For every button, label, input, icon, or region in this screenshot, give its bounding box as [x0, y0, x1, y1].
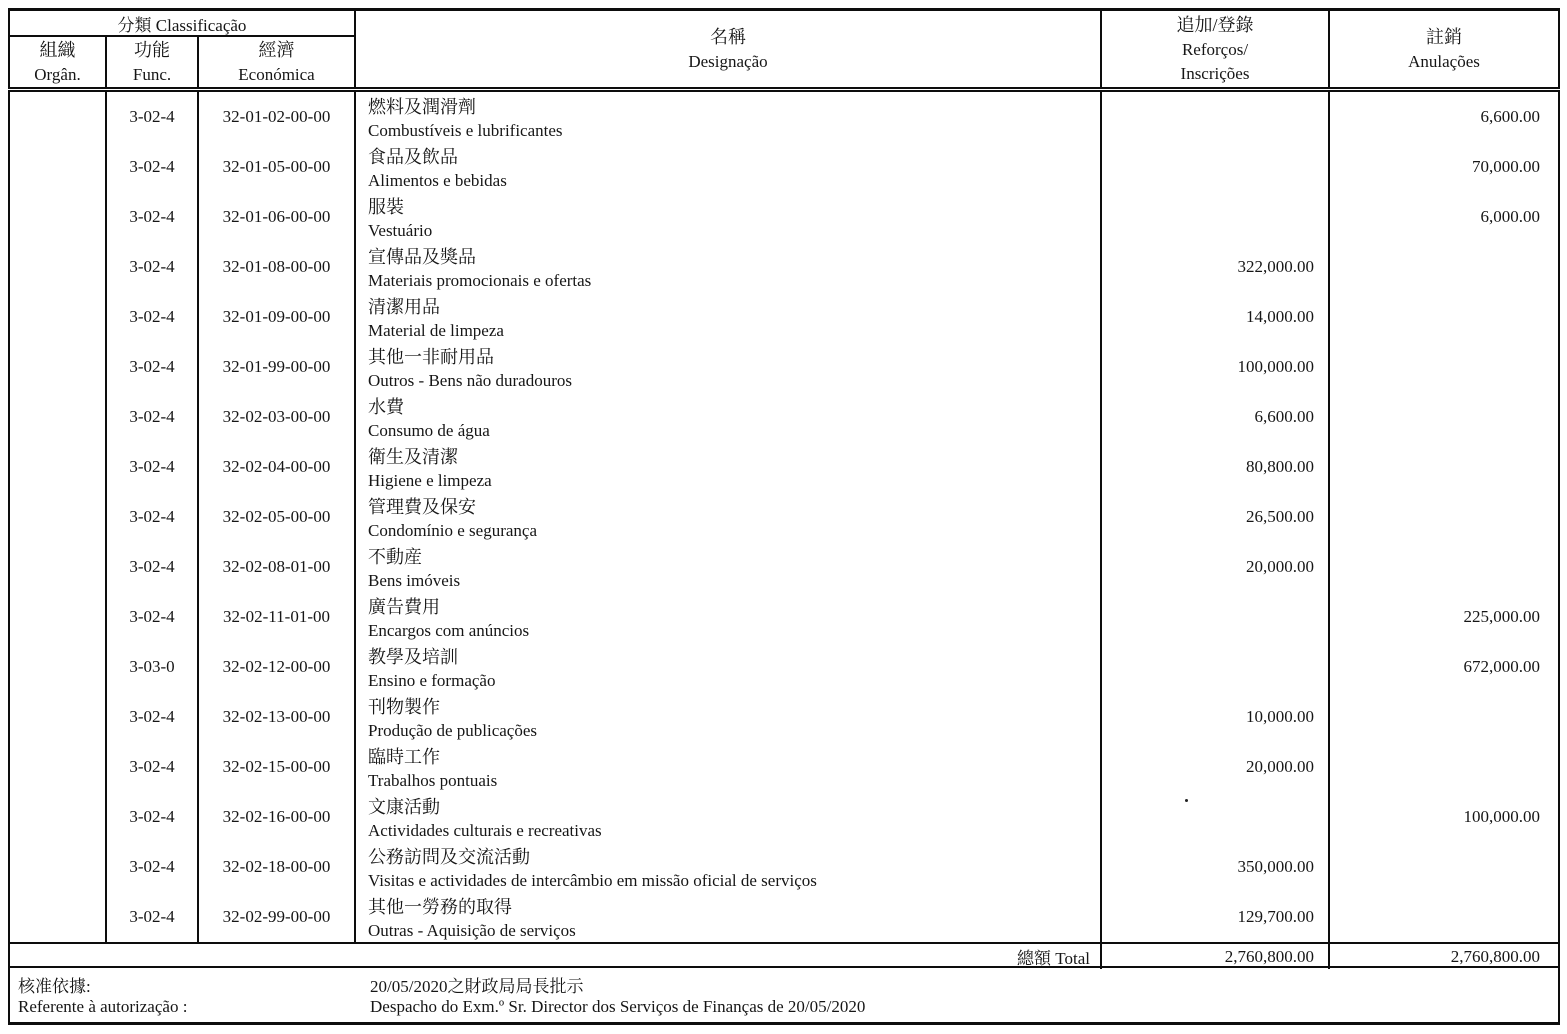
designation-cell [356, 192, 1102, 242]
reinforcement-amount: 100,000.00 [1102, 342, 1330, 392]
reinforcement-amount: 20,000.00 [1102, 542, 1330, 592]
cancellation-amount [1330, 242, 1560, 292]
designation-zh: 臨時工作 [368, 747, 440, 767]
functional-code-cell: 3-02-4 [107, 842, 199, 892]
organic-code-cell [8, 142, 107, 192]
functional-code-cell: 3-02-4 [107, 892, 199, 942]
designation-pt: Encargos com anúncios [368, 621, 530, 640]
functional-code-cell: 3-02-4 [107, 192, 199, 242]
designation-cell [356, 142, 1102, 192]
economic-code-cell: 32-01-08-00-00 [199, 242, 356, 292]
table-row [8, 192, 1560, 242]
designation-zh: 廣告費用 [368, 597, 440, 617]
designation-zh: 宣傳品及獎品 [368, 247, 476, 267]
authorization-value-zh: 20/05/2020之財政局局長批示 [370, 977, 584, 996]
designation-pt: Ensino e formação [368, 671, 496, 690]
organic-code-cell [8, 892, 107, 942]
designation-pt: Material de limpeza [368, 321, 504, 340]
cancellation-amount [1330, 342, 1560, 392]
table-row [8, 342, 1560, 392]
header-designation-pt: Designação [688, 51, 768, 71]
organic-code-cell [8, 792, 107, 842]
organic-code-cell [8, 742, 107, 792]
designation-zh: 教學及培訓 [368, 647, 458, 667]
header-functional-pt: Func. [132, 64, 172, 84]
header-cancellations [1330, 11, 1560, 87]
organic-code-cell [8, 92, 107, 142]
functional-code-cell: 3-02-4 [107, 242, 199, 292]
header-organic-pt: Orgân. [34, 64, 81, 84]
authorization-label-pt: Referente à autorização : [18, 997, 188, 1016]
reinforcement-amount [1102, 592, 1330, 642]
designation-zh: 水費 [368, 397, 404, 417]
economic-code-cell: 32-01-09-00-00 [199, 292, 356, 342]
header-classification: 分類 Classificação [8, 11, 356, 37]
table-row [8, 742, 1560, 792]
table-row [8, 142, 1560, 192]
table-row [8, 592, 1560, 642]
designation-cell [356, 492, 1102, 542]
organic-code-cell [8, 342, 107, 392]
reinforcement-amount: 14,000.00 [1102, 292, 1330, 342]
economic-code-cell: 32-02-18-00-00 [199, 842, 356, 892]
cancellation-amount [1330, 542, 1560, 592]
economic-code-cell: 32-01-06-00-00 [199, 192, 356, 242]
table-header [8, 8, 1560, 92]
reinforcement-amount: 322,000.00 [1102, 242, 1330, 292]
reinforcement-amount [1102, 142, 1330, 192]
organic-code-cell [8, 392, 107, 442]
header-economic-zh: 經濟 [258, 39, 295, 60]
total-label: 總額 Total [8, 944, 1102, 969]
header-reinforcements-pt2: Inscrições [1180, 63, 1250, 83]
designation-pt: Condomínio e segurança [368, 521, 538, 540]
economic-code-cell: 32-01-02-00-00 [199, 92, 356, 142]
designation-cell [356, 642, 1102, 692]
header-economic [199, 37, 356, 87]
designation-cell [356, 242, 1102, 292]
table-row [8, 892, 1560, 942]
table-row [8, 292, 1560, 342]
authorization-footer [8, 968, 1560, 1025]
designation-pt: Higiene e limpeza [368, 471, 492, 490]
reinforcement-amount: 20,000.00 [1102, 742, 1330, 792]
header-designation [356, 11, 1102, 87]
organic-code-cell [8, 642, 107, 692]
designation-zh: 清潔用品 [368, 297, 440, 317]
reinforcement-amount [1102, 642, 1330, 692]
designation-cell [356, 592, 1102, 642]
reinforcement-amount: 6,600.00 [1102, 392, 1330, 442]
designation-cell [356, 892, 1102, 942]
designation-zh: 其他一勞務的取得 [368, 897, 512, 917]
header-cancellations-zh: 註銷 [1426, 26, 1462, 47]
functional-code-cell: 3-02-4 [107, 442, 199, 492]
designation-zh: 服裝 [368, 197, 404, 217]
economic-code-cell: 32-02-05-00-00 [199, 492, 356, 542]
header-economic-pt: Económica [238, 64, 315, 84]
cancellation-amount [1330, 492, 1560, 542]
reinforcement-amount: 350,000.00 [1102, 842, 1330, 892]
designation-pt: Vestuário [368, 221, 433, 240]
designation-cell [356, 92, 1102, 142]
reinforcement-amount: 129,700.00 [1102, 892, 1330, 942]
header-organic [8, 37, 107, 87]
functional-code-cell: 3-02-4 [107, 342, 199, 392]
organic-code-cell [8, 692, 107, 742]
cancellation-amount: 672,000.00 [1330, 642, 1560, 692]
economic-code-cell: 32-02-99-00-00 [199, 892, 356, 942]
reinforcement-amount: 10,000.00 [1102, 692, 1330, 742]
organic-code-cell [8, 542, 107, 592]
designation-pt: Produção de publicações [368, 721, 537, 740]
reinforcement-amount [1102, 192, 1330, 242]
designation-zh: 衛生及清潔 [368, 447, 458, 467]
cancellation-amount [1330, 442, 1560, 492]
header-functional-zh: 功能 [134, 39, 170, 60]
organic-code-cell [8, 592, 107, 642]
organic-code-cell [8, 292, 107, 342]
functional-code-cell: 3-02-4 [107, 792, 199, 842]
designation-pt: Outras - Aquisição de serviços [368, 921, 576, 940]
reinforcement-amount [1102, 92, 1330, 142]
authorization-label-zh: 核准依據: [18, 977, 91, 996]
table-row [8, 842, 1560, 892]
economic-code-cell: 32-02-16-00-00 [199, 792, 356, 842]
functional-code-cell: 3-02-4 [107, 592, 199, 642]
functional-code-cell: 3-02-4 [107, 742, 199, 792]
functional-code-cell: 3-02-4 [107, 492, 199, 542]
authorization-value-pt: Despacho do Exm.º Sr. Director dos Serviços de Finanças de 20/05/2020 [370, 997, 866, 1016]
organic-code-cell [8, 842, 107, 892]
table-row [8, 642, 1560, 692]
designation-cell [356, 442, 1102, 492]
designation-pt: Visitas e actividades de intercâmbio em missão oficial de serviços [368, 871, 817, 890]
designation-pt: Trabalhos pontuais [368, 771, 498, 790]
header-reinforcements [1102, 11, 1330, 87]
organic-code-cell [8, 442, 107, 492]
designation-zh: 其他一非耐用品 [368, 347, 494, 367]
table-row [8, 242, 1560, 292]
cancellation-amount: 6,000.00 [1330, 192, 1560, 242]
organic-code-cell [8, 192, 107, 242]
designation-zh: 公務訪問及交流活動 [368, 847, 530, 867]
cancellation-amount: 100,000.00 [1330, 792, 1560, 842]
designation-cell [356, 392, 1102, 442]
designation-cell [356, 742, 1102, 792]
functional-code-cell: 3-02-4 [107, 692, 199, 742]
designation-zh: 刊物製作 [368, 697, 440, 717]
reinforcement-amount: 80,800.00 [1102, 442, 1330, 492]
organic-code-cell [8, 242, 107, 292]
total-cancellations: 2,760,800.00 [1330, 944, 1560, 969]
economic-code-cell: 32-01-99-00-00 [199, 342, 356, 392]
designation-pt: Actividades culturais e recreativas [368, 821, 602, 840]
cancellation-amount [1330, 842, 1560, 892]
reinforcement-amount: 26,500.00 [1102, 492, 1330, 542]
functional-code-cell: 3-02-4 [107, 92, 199, 142]
functional-code-cell: 3-03-0 [107, 642, 199, 692]
total-reinforcements: 2,760,800.00 [1102, 944, 1330, 969]
economic-code-cell: 32-02-03-00-00 [199, 392, 356, 442]
designation-cell [356, 792, 1102, 842]
header-organic-zh: 組織 [39, 39, 76, 60]
designation-pt: Consumo de água [368, 421, 490, 440]
economic-code-cell: 32-02-12-00-00 [199, 642, 356, 692]
cancellation-amount: 70,000.00 [1330, 142, 1560, 192]
designation-pt: Materiais promocionais e ofertas [368, 271, 592, 290]
designation-pt: Bens imóveis [368, 571, 461, 590]
scan-artifact-dot [1185, 799, 1188, 802]
functional-code-cell: 3-02-4 [107, 142, 199, 192]
designation-pt: Outros - Bens não duradouros [368, 371, 572, 390]
functional-code-cell: 3-02-4 [107, 392, 199, 442]
header-functional [107, 37, 199, 87]
table-row [8, 542, 1560, 592]
header-reinforcements-zh: 追加/登錄 [1176, 14, 1254, 35]
economic-code-cell: 32-02-04-00-00 [199, 442, 356, 492]
designation-cell [356, 342, 1102, 392]
designation-cell [356, 842, 1102, 892]
organic-code-cell [8, 492, 107, 542]
total-row [8, 942, 1560, 968]
cancellation-amount [1330, 692, 1560, 742]
economic-code-cell: 32-02-08-01-00 [199, 542, 356, 592]
cancellation-amount [1330, 892, 1560, 942]
header-designation-zh: 名稱 [710, 26, 746, 47]
designation-zh: 管理費及保安 [368, 497, 476, 517]
designation-zh: 文康活動 [368, 797, 440, 817]
designation-cell [356, 692, 1102, 742]
table-row [8, 442, 1560, 492]
table-row [8, 792, 1560, 842]
functional-code-cell: 3-02-4 [107, 542, 199, 592]
economic-code-cell: 32-02-13-00-00 [199, 692, 356, 742]
designation-zh: 食品及飲品 [368, 147, 458, 167]
cancellation-amount [1330, 292, 1560, 342]
cancellation-amount [1330, 742, 1560, 792]
designation-zh: 不動産 [368, 547, 422, 567]
functional-code-cell: 3-02-4 [107, 292, 199, 342]
table-row [8, 392, 1560, 442]
designation-zh: 燃料及潤滑劑 [368, 97, 476, 117]
economic-code-cell: 32-02-15-00-00 [199, 742, 356, 792]
table-row [8, 692, 1560, 742]
economic-code-cell: 32-02-11-01-00 [199, 592, 356, 642]
designation-pt: Combustíveis e lubrificantes [368, 121, 563, 140]
header-cancellations-pt: Anulações [1408, 51, 1480, 71]
economic-code-cell: 32-01-05-00-00 [199, 142, 356, 192]
table-body [8, 92, 1560, 942]
table-row [8, 492, 1560, 542]
designation-cell [356, 292, 1102, 342]
budget-amendment-sheet [8, 8, 1560, 1025]
cancellation-amount [1330, 392, 1560, 442]
header-reinforcements-pt1: Reforços/ [1181, 39, 1249, 59]
designation-cell [356, 542, 1102, 592]
designation-pt: Alimentos e bebidas [368, 171, 507, 190]
reinforcement-amount [1102, 792, 1330, 842]
table-row [8, 92, 1560, 142]
cancellation-amount: 6,600.00 [1330, 92, 1560, 142]
cancellation-amount: 225,000.00 [1330, 592, 1560, 642]
